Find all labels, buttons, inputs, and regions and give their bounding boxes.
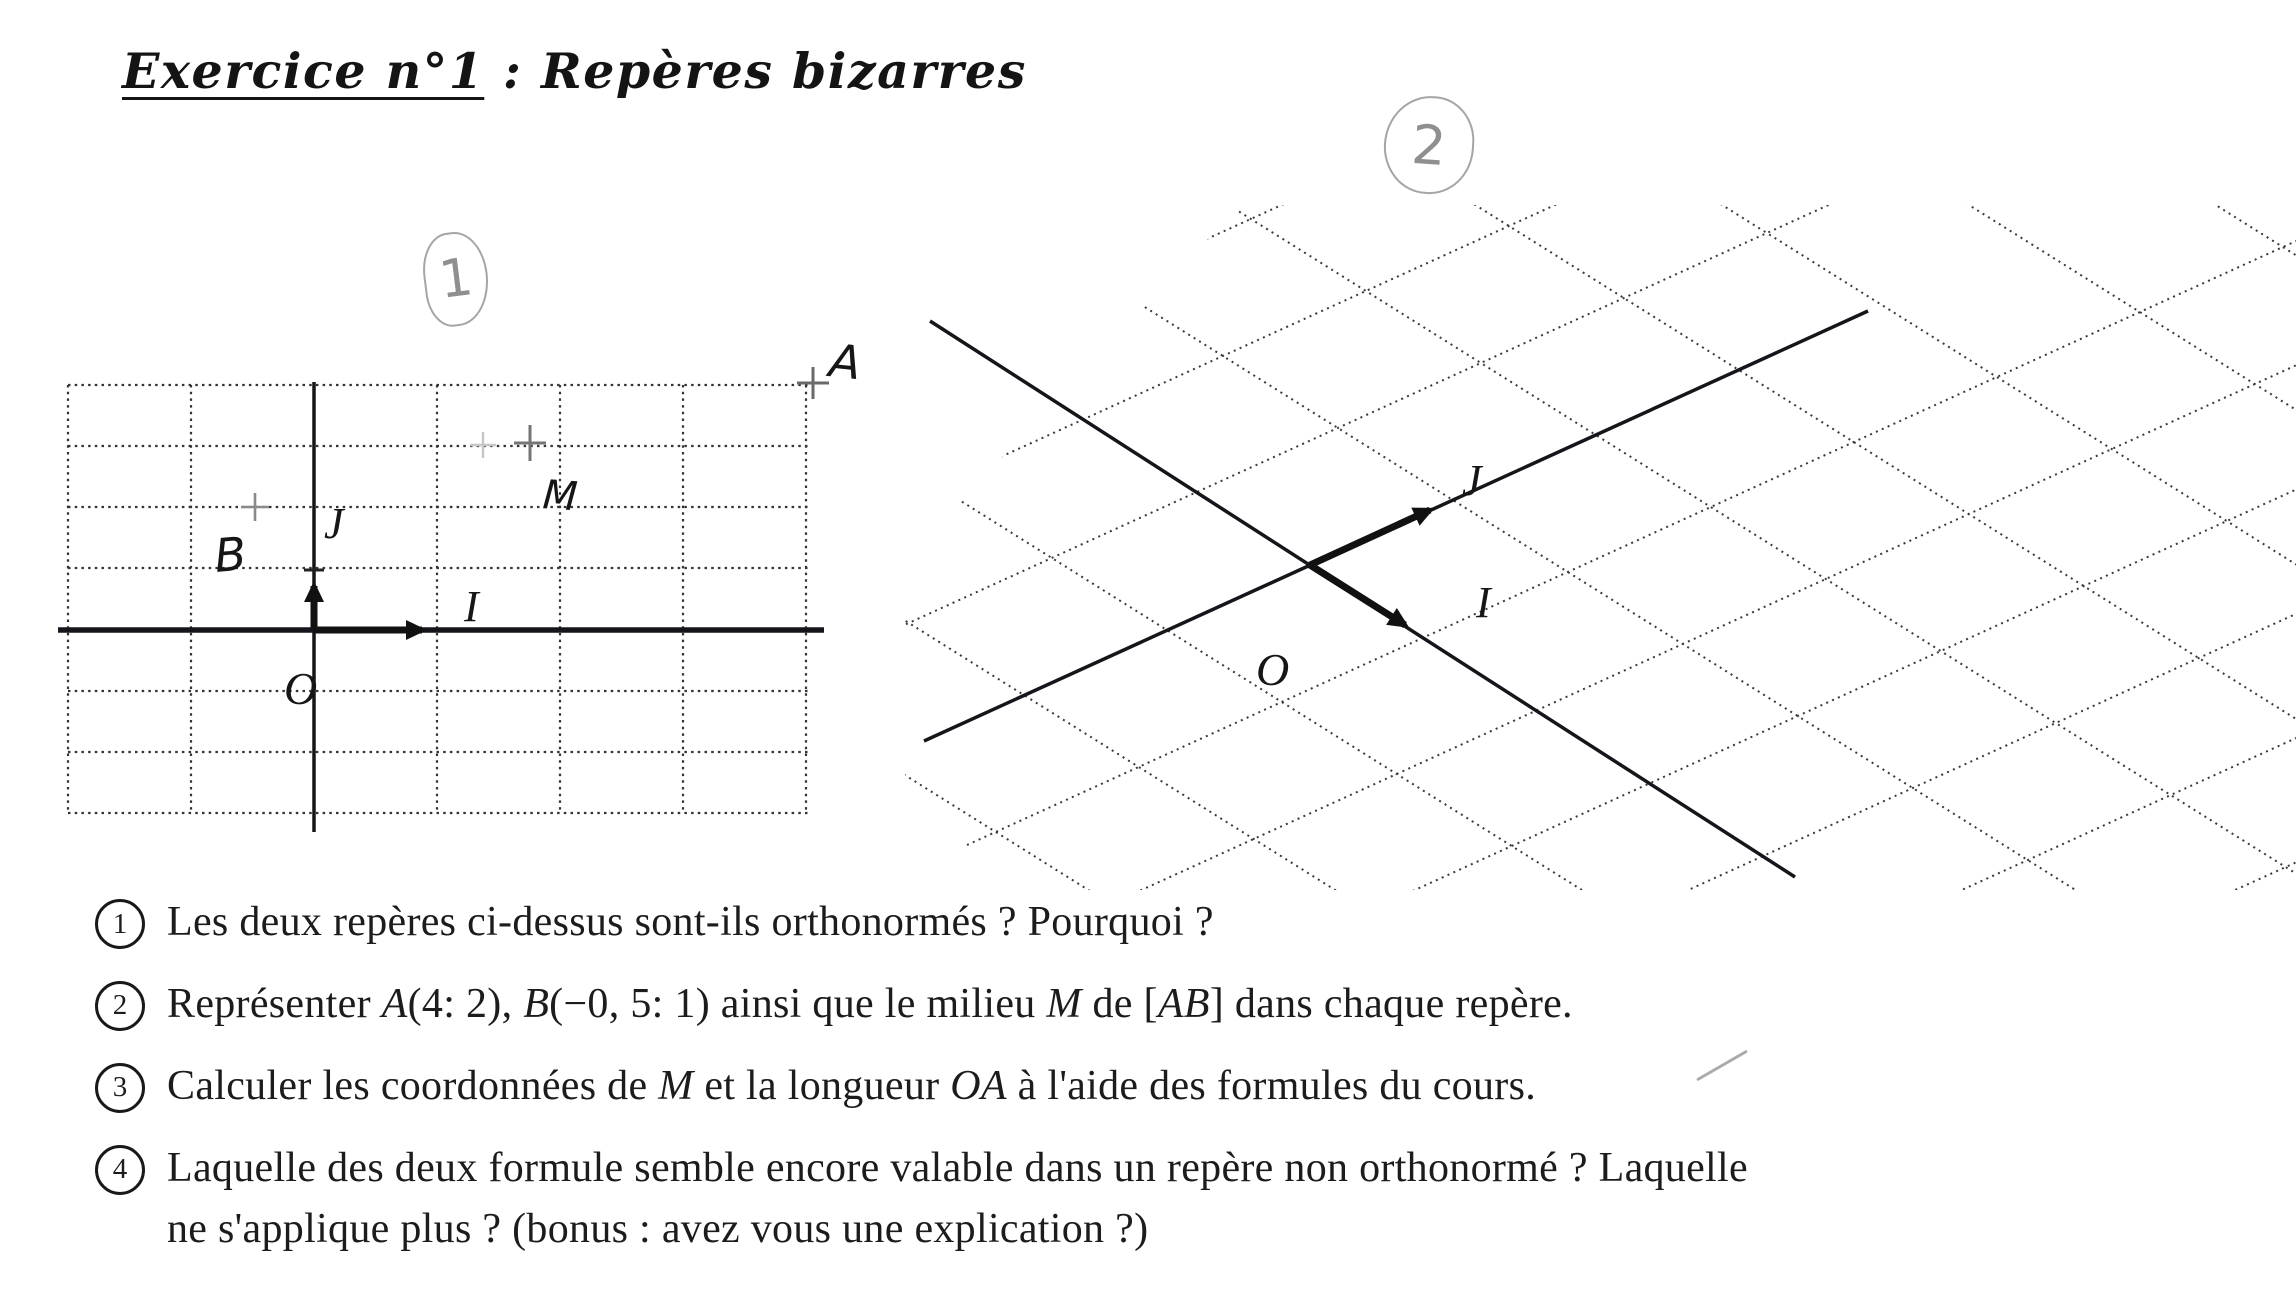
grid-dotted-lines bbox=[68, 385, 808, 813]
exercise-title: Exercice n°1 : Repères bizarres bbox=[122, 42, 1027, 100]
handwritten-circled-number-1 bbox=[419, 228, 494, 329]
question-1-text: Les deux repères ci-dessus sont-ils orthonormés ? Pourquoi ? bbox=[167, 899, 1214, 945]
j-vector-arrow bbox=[1310, 510, 1430, 565]
question-4-number: 4 bbox=[95, 1145, 145, 1195]
question-3 bbox=[95, 1056, 2250, 1117]
question-1 bbox=[95, 892, 2250, 953]
question-4 bbox=[95, 1138, 2250, 1260]
pencil-cross-faint bbox=[470, 432, 496, 458]
oblique-grid-dotted-lines bbox=[900, 195, 2296, 900]
question-2-number: 2 bbox=[95, 981, 145, 1031]
i-vector-arrow bbox=[1310, 565, 1405, 625]
questions-list bbox=[95, 892, 2250, 1280]
question-3-number: 3 bbox=[95, 1063, 145, 1113]
pencil-cross-m bbox=[514, 425, 546, 461]
question-4-text: Laquelle des deux formule semble encore valable dans un repère non orthonormé ? Laquelle ne s'applique plus ? (bonus : avez vous une explication ?) bbox=[167, 1144, 1748, 1252]
pencil-marks bbox=[212, 333, 864, 583]
pencil-cross-a bbox=[797, 367, 829, 399]
question-1-number: 1 bbox=[95, 899, 145, 949]
question-2-text: Représenter A(4: 2), B(−0, 5: 1) ainsi que le milieu M de [AB] dans chaque repère. bbox=[167, 980, 1573, 1027]
j-label: J bbox=[324, 499, 344, 548]
figure-rectangular-grid bbox=[40, 320, 870, 840]
figure1-number: 1 bbox=[435, 247, 477, 311]
pencil-label-m: M bbox=[541, 472, 579, 521]
origin-label: O bbox=[1256, 644, 1290, 695]
pencil-label-b: B bbox=[212, 526, 249, 583]
question-3-text: Calculer les coordonnées de M et la longueur OA à l'aide des formules du cours. bbox=[167, 1062, 1537, 1109]
question-2 bbox=[95, 974, 2250, 1035]
pencil-label-a: A bbox=[826, 333, 864, 391]
pencil-cross-b bbox=[241, 493, 269, 521]
i-label: I bbox=[464, 582, 479, 631]
figure2-number: 2 bbox=[1409, 112, 1449, 178]
figure-oblique-grid bbox=[900, 195, 2296, 900]
origin-label: O bbox=[284, 663, 318, 714]
handwritten-circled-number-2 bbox=[1381, 93, 1478, 197]
i-label: I bbox=[1476, 578, 1491, 627]
j-label: J bbox=[1462, 456, 1482, 505]
